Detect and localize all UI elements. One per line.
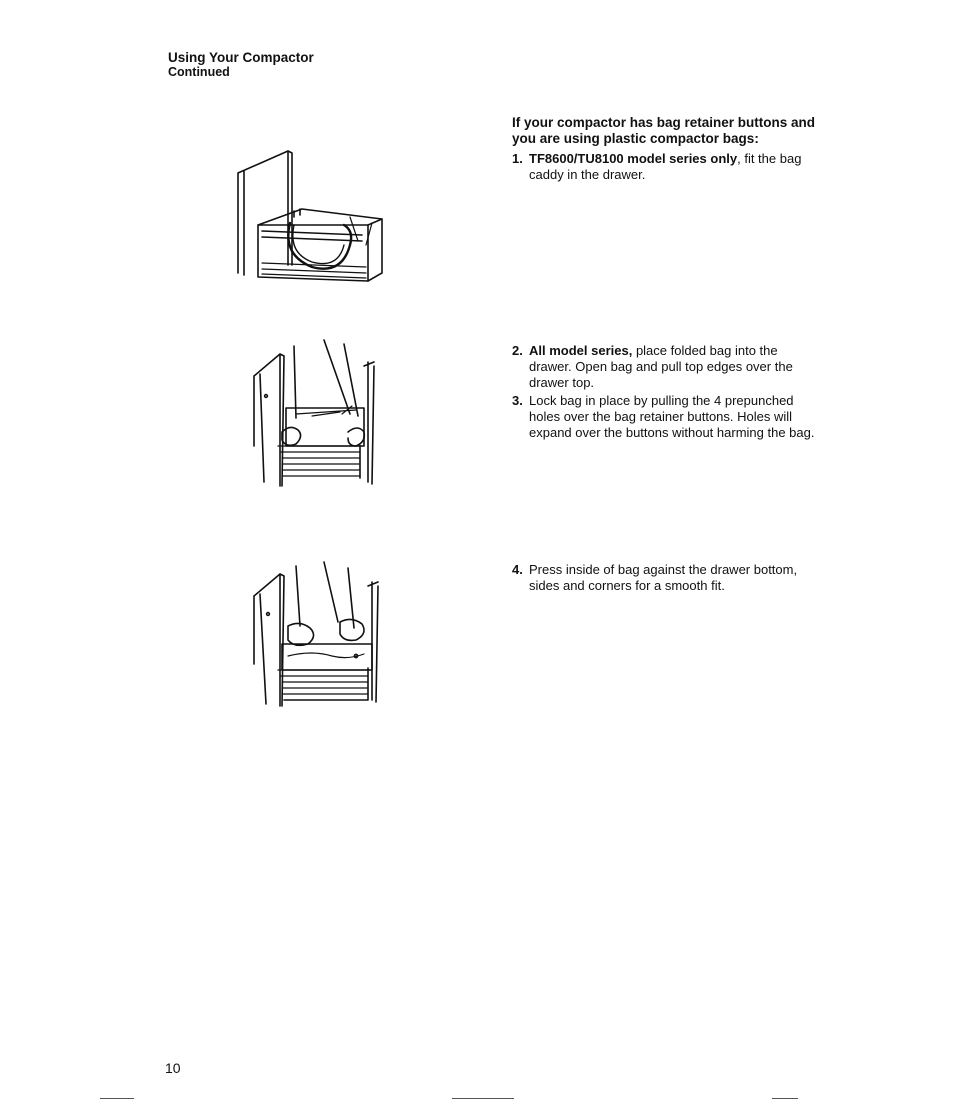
step-group-2: [512, 343, 822, 441]
step-1: [512, 151, 822, 183]
step-3: [512, 393, 822, 441]
step-bold-text: TF8600/TU8100 model series only: [529, 151, 738, 166]
footer-rule-right: [772, 1098, 798, 1099]
step-bold-text: All model series,: [529, 343, 633, 358]
step-group-1: [512, 151, 822, 183]
step-group-3: [512, 562, 822, 594]
page-number: 10: [165, 1060, 181, 1076]
header-subtitle: Continued: [168, 65, 230, 79]
intro-heading: If your compactor has bag retainer buttons and you are using plastic compactor bags:: [512, 115, 816, 146]
step-number: 1.: [512, 151, 523, 166]
header-title: Using Your Compactor: [168, 50, 314, 65]
step-number: 2.: [512, 343, 523, 358]
step-2: [512, 343, 822, 391]
step-text: Press inside of bag against the drawer bottom, sides and corners for a smooth fit.: [529, 562, 798, 593]
hands-pressing-bag-illustration: [252, 560, 387, 708]
step-text: place folded bag into the drawer. Open bag and pull top edges over the drawer top.: [529, 343, 793, 390]
hands-placing-bag-illustration: [252, 336, 382, 488]
bag-caddy-illustration: [232, 145, 392, 285]
step-4: [512, 562, 822, 594]
footer-rule-center: [452, 1098, 514, 1099]
footer-rule-left: [100, 1098, 134, 1099]
step-number: 3.: [512, 393, 523, 408]
page-header: [168, 50, 314, 80]
step-text: , fit the bag caddy in the drawer.: [529, 151, 802, 182]
step-text: Lock bag in place by pulling the 4 prepunched holes over the bag retainer buttons. Holes will expand over the buttons without harming the bag.: [529, 393, 815, 440]
step-number: 4.: [512, 562, 523, 577]
